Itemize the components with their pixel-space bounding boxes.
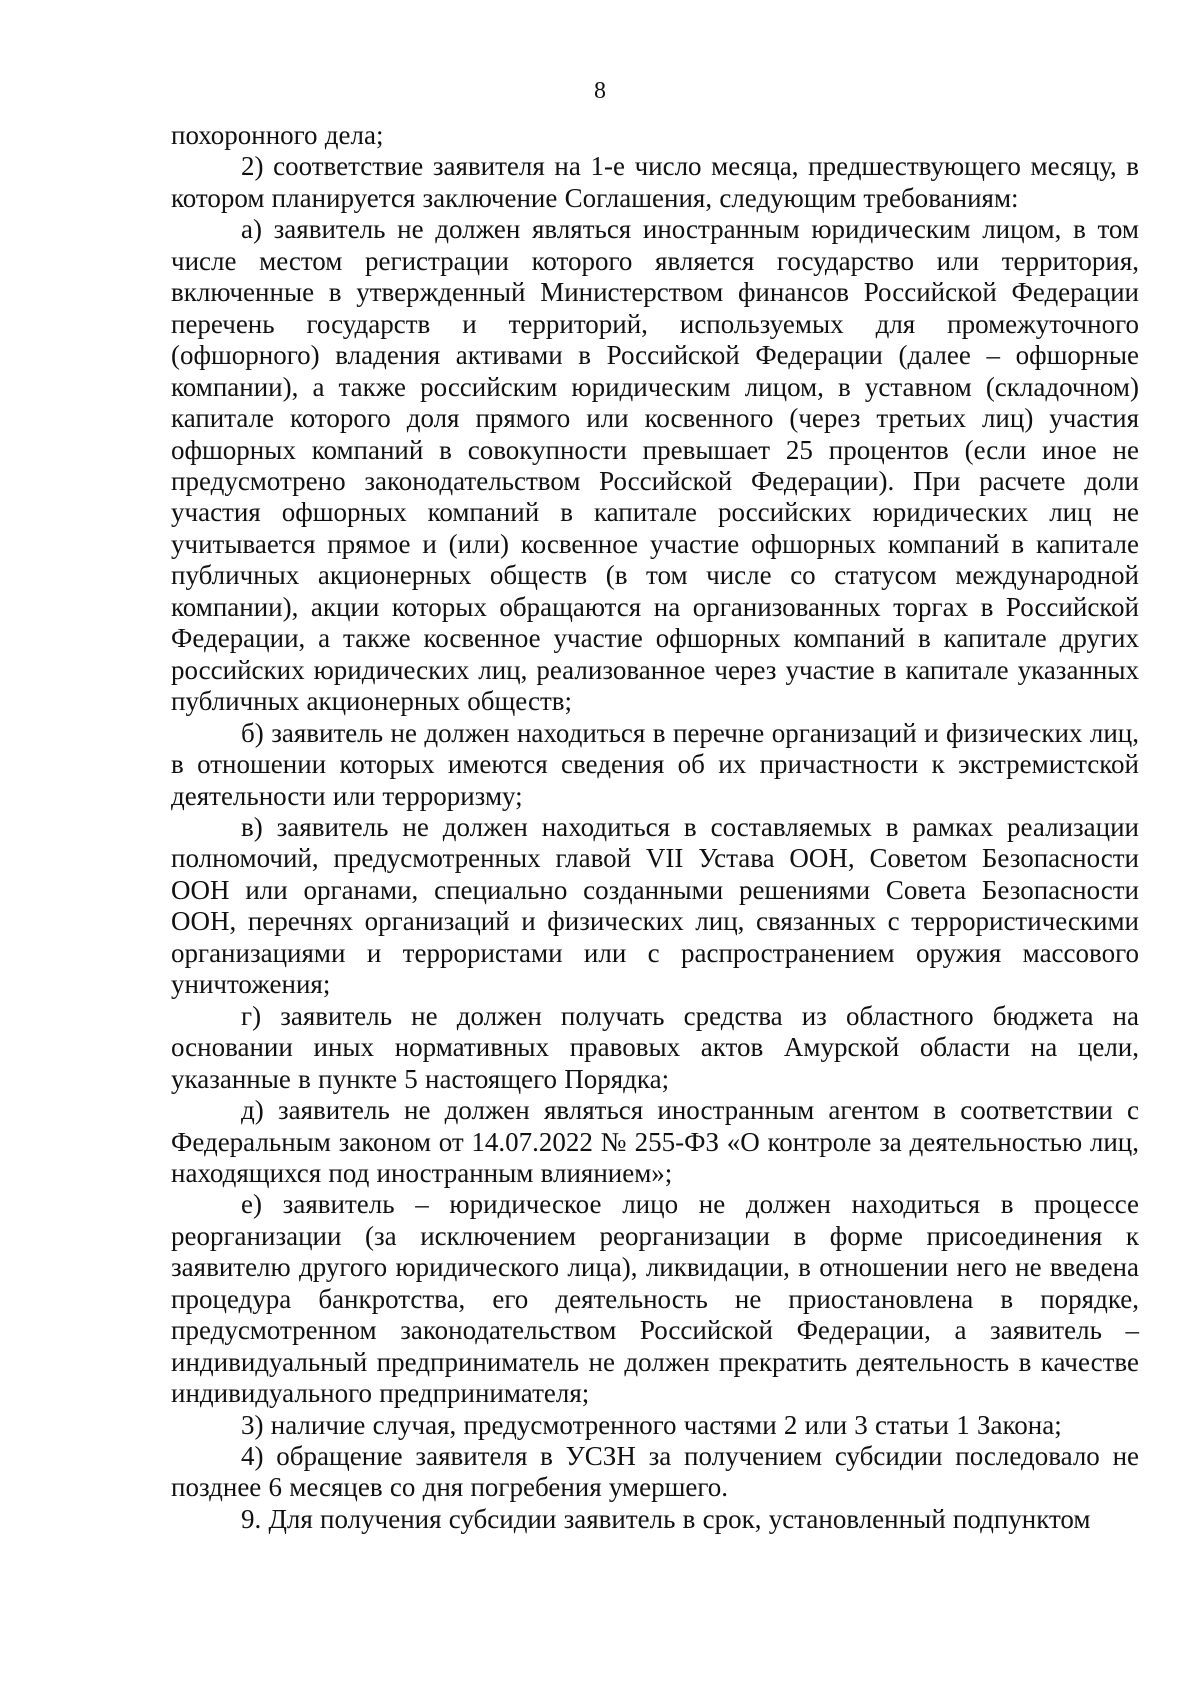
paragraph-subitem-g: г) заявитель не должен получать средства из областного бюджета на основании иных нормативных правовых актов Амурской области на цели, указанные в пункте 5 настоящего Порядка; xyxy=(171,1000,1139,1094)
document-body xyxy=(171,120,1139,1535)
paragraph-subitem-a: а) заявитель не должен являться иностранным юридическим лицом, в том числе местом регистрации которого является государство или территория, включенные в утвержденный Министерством финансов Российской Федерации перечень государств и территорий, используемых для промежуточного (офшорного) владения активами в Российской Федерации (далее – офшорные компании), а также российским юридическим лицом, в уставном (складочном) капитале которого доля прямого или косвенного (через третьих лиц) участия офшорных компаний в совокупности превышает 25 процентов (если иное не предусмотрено законодательством Российской Федерации). При расчете доли участия офшорных компаний в капитале российских юридических лиц не учитывается прямое и (или) косвенное участие офшорных компаний в капитале публичных акционерных обществ (в том числе со статусом международной компании), акции которых обращаются на организованных торгах в Российской Федерации, а также косвенное участие офшорных компаний в капитале других российских юридических лиц, реализованное через участие в капитале указанных публичных акционерных обществ; xyxy=(171,214,1139,717)
page-number: 8 xyxy=(594,78,606,104)
paragraph-subitem-d: д) заявитель не должен являться иностранным агентом в соответствии с Федеральным законом от 14.07.2022 № 255-ФЗ «О контроле за деятельностью лиц, находящихся под иностранным влиянием»; xyxy=(171,1095,1139,1188)
paragraph-subitem-v: в) заявитель не должен находиться в составляемых в рамках реализации полномочий, предусмотренных главой VII Устава ООН, Советом Безопасности ООН или органами, специально созданными решениями Совета Безопасности ООН, перечнях организаций и физических лиц, связанных с террористическими организациями и террористами или с распространением оружия массового уничтожения; xyxy=(171,811,1139,1000)
paragraph-item-4: 4) обращение заявителя в УСЗН за получением субсидии последовало не позднее 6 месяцев со дня погребения умершего. xyxy=(171,1441,1139,1503)
paragraph-subitem-e: е) заявитель – юридическое лицо не должен находиться в процессе реорганизации (за исключением реорганизации в форме присоединения к заявителю другого юридического лица), ликвидации, в отношении него не введена процедура банкротства, его деятельность не приостановлена в порядке, предусмотренном законодательством Российской Федерации, а заявитель – индивидуальный предприниматель не должен прекратить деятельность в качестве индивидуального предпринимателя; xyxy=(171,1189,1139,1409)
paragraph-section-9: 9. Для получения субсидии заявитель в срок, установленный подпунктом xyxy=(241,1503,1091,1534)
paragraph-subitem-b: б) заявитель не должен находиться в перечне организаций и физических лиц, в отношении которых имеются сведения об их причастности к экстремистской деятельности или терроризму; xyxy=(171,717,1139,811)
paragraph-item-2: 2) соответствие заявителя на 1-е число месяца, предшествующего месяцу, в котором планируется заключение Соглашения, следующим требованиям: xyxy=(171,151,1139,213)
paragraph-item-3: 3) наличие случая, предусмотренного частями 2 или 3 статьи 1 Закона; xyxy=(241,1409,1062,1440)
paragraph-continuation: похоронного дела; xyxy=(171,120,384,150)
